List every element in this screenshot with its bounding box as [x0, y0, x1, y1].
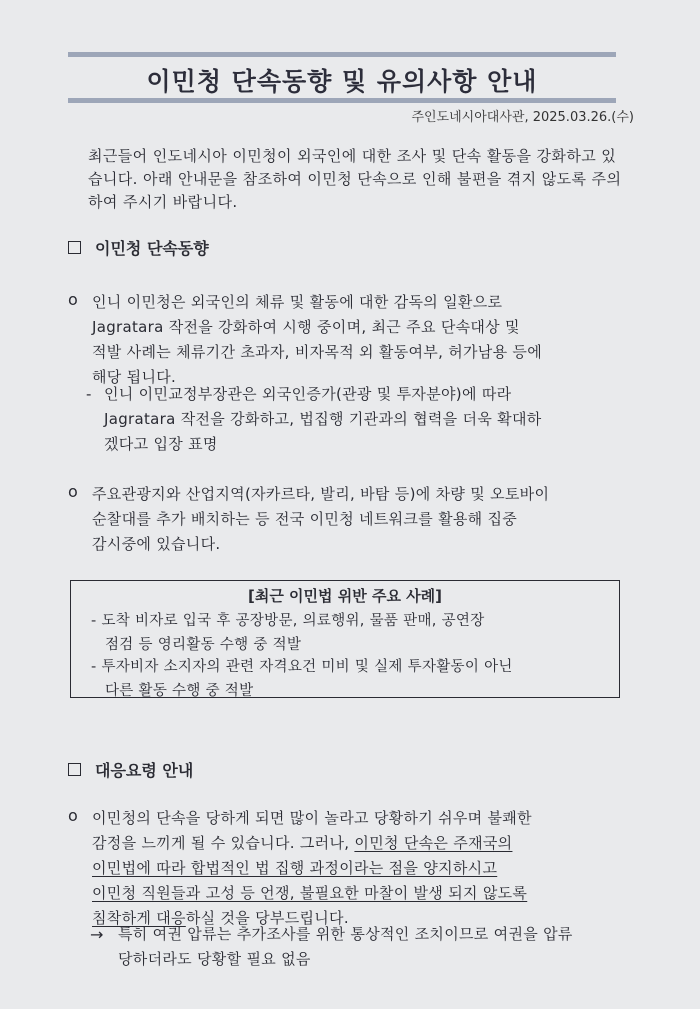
text-line: 적발 사례는 체류기간 초과자, 비자목적 외 활동여부, 허가남용 등에 [92, 343, 543, 361]
section-heading-label: 대응요령 안내 [95, 761, 194, 780]
intro-paragraph: 최근들어 인도네시아 이민청이 외국인에 대한 조사 및 단속 활동을 강화하고 있습니다. 아래 안내문을 참조하여 이민청 단속으로 인해 불편을 겪지 않도록 주의하여 주시기 바랍니다. [88, 147, 622, 211]
underlined-text: 이민청 단속은 주재국의 [354, 834, 513, 852]
paragraph-minister-statement [104, 382, 630, 457]
text-line: 특히 여권 압류는 추가조사를 위한 통상적인 조치이므로 여권을 압류 [118, 925, 573, 943]
text-line [92, 831, 630, 856]
checkbox-square-icon [68, 763, 81, 776]
paragraph-enforcement [92, 290, 630, 390]
text-line: 인니 이민교정부장관은 외국인증가(관광 및 투자분야)에 따라 [104, 385, 512, 403]
bullet-icon: o [68, 806, 78, 825]
text-line: Jagratara 작전을 강화하여 시행 중이며, 최근 주요 단속대상 및 [92, 318, 520, 336]
box-list-item [91, 655, 611, 703]
arrow-icon: → [90, 925, 104, 944]
issuer-date: 주인도네시아대사관, 2025.03.26.(수) [411, 110, 634, 125]
text-segment: 감정을 느끼게 될 수 있습니다. 그러나, [92, 834, 355, 852]
section-heading-label: 이민청 단속동향 [95, 239, 209, 258]
text-segment: 하실 것을 당부드립니다. [185, 909, 349, 927]
paragraph-patrol [92, 482, 630, 557]
box-list-item [91, 609, 611, 657]
section-heading-response [68, 758, 193, 781]
paragraph-passport-note [118, 922, 634, 972]
bullet-icon: o [68, 290, 78, 309]
text-line: 주요관광지와 산업지역(자카르타, 발리, 바탐 등)에 차량 및 오토바이 [92, 485, 550, 503]
underlined-text: 이민청 직원들과 고성 등 언쟁, 불필요한 마찰이 발생 되지 않도록 [92, 884, 528, 902]
violation-cases-box [70, 580, 620, 698]
text-line: 당하더라도 당황할 필요 없음 [118, 950, 311, 968]
bullet-icon: o [68, 482, 78, 501]
box-title: [최근 이민법 위반 주요 사례] [248, 587, 442, 605]
text-line: 겠다고 입장 표명 [104, 435, 218, 453]
text-line: 점검 등 영리활동 수행 중 적발 [105, 637, 302, 653]
underlined-text: 이민법에 따라 합법적인 법 집행 과정이라는 점을 양지하시고 [92, 859, 498, 877]
text-line: 다른 활동 수행 중 적발 [105, 683, 254, 699]
title-top-rule [68, 52, 616, 57]
document-title: 이민청 단속동향 및 유의사항 안내 [146, 67, 538, 96]
underlined-text: 침착하게 대응 [92, 909, 186, 927]
checkbox-square-icon [68, 241, 81, 254]
paragraph-response-guide [92, 806, 630, 931]
text-line: 이민청의 단속을 당하게 되면 많이 놀라고 당황하기 쉬우며 불쾌한 [92, 809, 532, 827]
text-line: Jagratara 작전을 강화하고, 법집행 기관과의 협력을 더욱 확대하 [104, 410, 542, 428]
text-line: 순찰대를 추가 배치하는 등 전국 이민청 네트워크를 활용해 집중 [92, 510, 518, 528]
title-bottom-rule [68, 98, 616, 103]
text-line: 인니 이민청은 외국인의 체류 및 활동에 대한 감독의 일환으로 [92, 293, 503, 311]
text-line: - 투자비자 소지자의 관련 자격요건 미비 및 실제 투자활동이 아닌 [91, 659, 513, 675]
text-line: 감시중에 있습니다. [92, 535, 221, 553]
text-line: - 도착 비자로 입국 후 공장방문, 의료행위, 물품 판매, 공연장 [91, 613, 485, 629]
dash-icon: - [86, 385, 92, 403]
text-line: 해당 됩니다. [92, 368, 177, 386]
section-heading-enforcement [68, 236, 209, 259]
